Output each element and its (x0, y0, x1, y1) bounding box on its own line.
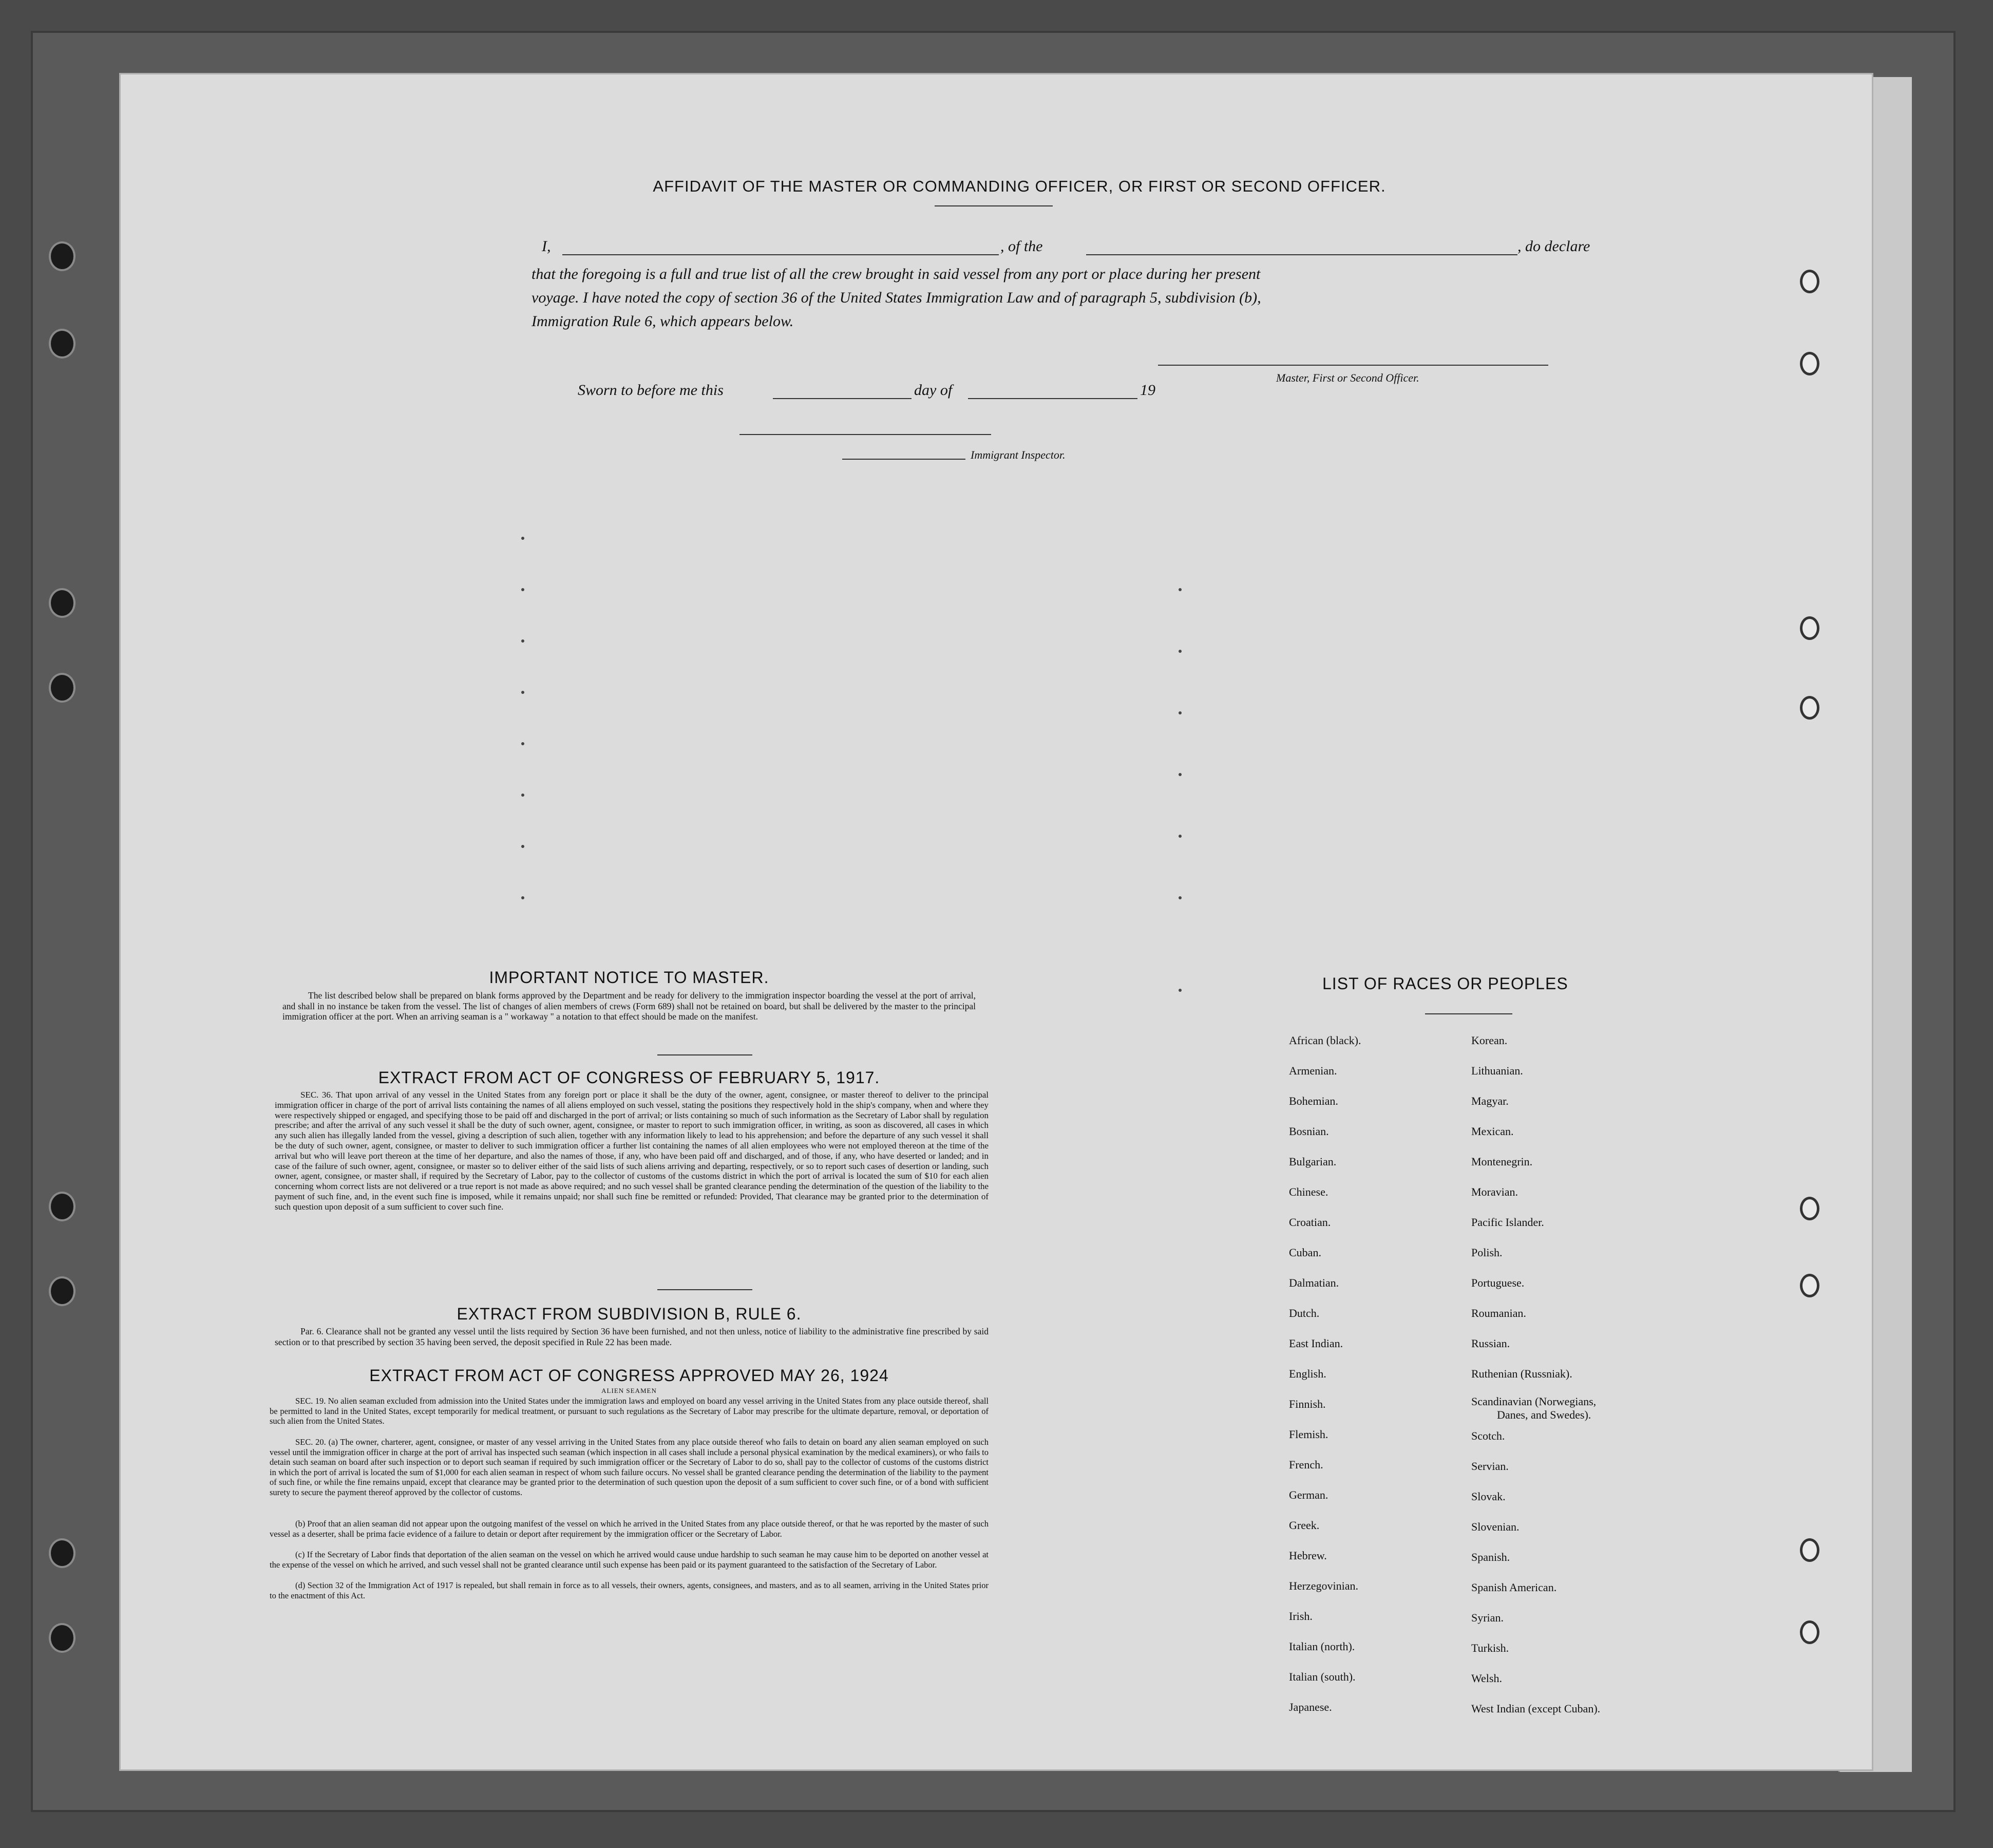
race-right: Russian. (1471, 1337, 1510, 1350)
inspector-signature-line[interactable] (739, 434, 991, 435)
form-mark (1179, 773, 1182, 776)
declaration-line-4: Immigration Rule 6, which appears below. (532, 313, 794, 330)
race-right: Portuguese. (1471, 1276, 1525, 1289)
declaration-end: , do declare (1517, 238, 1590, 255)
binding-ring (1800, 352, 1819, 375)
alien-seamen-subtitle: ALIEN SEAMEN (601, 1387, 657, 1394)
punch-hole (49, 1538, 75, 1568)
race-left: Dutch. (1289, 1307, 1320, 1319)
form-mark (1179, 588, 1182, 591)
notice-title: IMPORTANT NOTICE TO MASTER. (489, 968, 769, 987)
form-mark (1179, 896, 1182, 899)
race-right: Slovenian. (1471, 1520, 1520, 1533)
sworn-day-label: day of (914, 382, 953, 399)
race-right: West Indian (except Cuban). (1471, 1702, 1601, 1715)
race-right: Slovak. (1471, 1490, 1506, 1503)
race-left: Chinese. (1289, 1185, 1328, 1198)
race-right: Pacific Islander. (1471, 1216, 1544, 1229)
sworn-prefix: Sworn to before me this (578, 382, 724, 399)
race-left: Bosnian. (1289, 1125, 1329, 1138)
race-left: Italian (north). (1289, 1640, 1355, 1653)
form-mark (521, 794, 524, 797)
punch-hole (49, 241, 75, 271)
race-left: Greek. (1289, 1519, 1320, 1532)
extract-1924-sec20b: (b) Proof that an alien seaman did not appear upon the outgoing manifest of the vessel on which he arrived in the United States from any place outside thereof, or that he was reported by the master of such vessel as a deserter, shall be prima facie evidence of a failure to detain or deport after requirement by the immigration officer or the Secretary of Labor. (270, 1519, 989, 1539)
binding-ring (1800, 616, 1819, 640)
race-right-continuation: Danes, and Swedes). (1497, 1408, 1591, 1421)
binding-ring (1800, 696, 1819, 720)
race-left: English. (1289, 1367, 1326, 1380)
divider (657, 1054, 752, 1055)
rule-6-text: Par. 6. Clearance shall not be granted any vessel until the lists required by Section 36 have been furnished, and not then unless, notice of liability to the administrative fine prescribed by said section or to that prescribed by section 35 having been served, the deposit specified in Rule 22 has been made. (275, 1326, 989, 1347)
declaration-prefix: I, (542, 238, 551, 255)
race-right: Moravian. (1471, 1185, 1519, 1198)
sworn-month-line[interactable] (968, 398, 1137, 399)
race-left: Italian (south). (1289, 1670, 1356, 1683)
race-right: Turkish. (1471, 1642, 1509, 1654)
race-left: African (black). (1289, 1034, 1361, 1047)
form-mark (1179, 989, 1182, 992)
binding-ring (1800, 1620, 1819, 1644)
race-right: Mexican. (1471, 1125, 1514, 1138)
form-mark (1179, 835, 1182, 838)
document-page (121, 74, 1872, 1769)
extract-1924-sec19: SEC. 19. No alien seaman excluded from admission into the United States under the immigration laws and employed on board any vessel arriving in the United States from any place outside thereof, shall be permitted to land in the United States, except temporarily for medical treatment, or pursuant to such regulations as the Secretary of Labor may prescribe for the ultimate departure, removal, or deportation of such alien from the United States. (270, 1396, 989, 1426)
form-mark (1179, 711, 1182, 714)
race-left: Bulgarian. (1289, 1155, 1337, 1168)
race-right: Spanish. (1471, 1551, 1510, 1563)
race-right: Scotch. (1471, 1429, 1505, 1442)
inspector-title-line (842, 459, 965, 460)
race-right: Ruthenian (Russniak). (1471, 1367, 1572, 1380)
punch-hole (49, 1192, 75, 1221)
divider (657, 1289, 752, 1290)
race-right: Spanish American. (1471, 1581, 1557, 1594)
race-right: Servian. (1471, 1460, 1509, 1473)
master-signature-label: Master, First or Second Officer. (1276, 371, 1419, 384)
race-left: Armenian. (1289, 1064, 1337, 1077)
binding-ring (1800, 1274, 1819, 1297)
race-left: Croatian. (1289, 1216, 1331, 1229)
race-right: Syrian. (1471, 1611, 1504, 1624)
master-signature-line[interactable] (1158, 365, 1548, 366)
race-left: Herzegovinian. (1289, 1579, 1358, 1592)
form-mark (521, 742, 524, 745)
race-right: Welsh. (1471, 1672, 1502, 1685)
name-field-line[interactable] (562, 254, 999, 255)
race-left: Finnish. (1289, 1398, 1326, 1410)
race-left: Cuban. (1289, 1246, 1321, 1259)
races-title: LIST OF RACES OR PEOPLES (1322, 974, 1568, 993)
race-right: Lithuanian. (1471, 1064, 1523, 1077)
declaration-line-3: voyage. I have noted the copy of section 36 of the United States Immigration Law and of paragraph 5, subdivision (b), (532, 289, 1261, 306)
divider (1425, 1013, 1512, 1014)
extract-1924-sec20d: (d) Section 32 of the Immigration Act of 1917 is repealed, but shall remain in force as to all vessels, their owners, agents, consignees, and masters, and as to all seamen, arriving in the United States prior to the enactment of this Act. (270, 1580, 989, 1600)
declaration-line-2: that the foregoing is a full and true list of all the crew brought in said vessel from any port or place during her present (532, 266, 1261, 282)
race-left: Irish. (1289, 1610, 1313, 1623)
rule-6-title: EXTRACT FROM SUBDIVISION B, RULE 6. (457, 1305, 802, 1323)
race-right: Roumanian. (1471, 1307, 1526, 1319)
punch-hole (49, 588, 75, 618)
race-left: East Indian. (1289, 1337, 1343, 1350)
race-right: Magyar. (1471, 1095, 1509, 1107)
extract-1917-title: EXTRACT FROM ACT OF CONGRESS OF FEBRUARY 5, 1917. (378, 1068, 880, 1087)
race-right: Korean. (1471, 1034, 1508, 1047)
form-mark (521, 691, 524, 694)
declaration-of-the: , of the (1000, 238, 1043, 255)
affidavit-title: AFFIDAVIT OF THE MASTER OR COMMANDING OFFICER, OR FIRST OR SECOND OFFICER. (653, 177, 1386, 195)
form-mark (521, 639, 524, 643)
punch-hole (49, 1276, 75, 1306)
race-left: Flemish. (1289, 1428, 1328, 1441)
vessel-field-line[interactable] (1086, 254, 1517, 255)
race-left: Dalmatian. (1289, 1276, 1339, 1289)
form-mark (521, 588, 524, 591)
extract-1924-sec20a: SEC. 20. (a) The owner, charterer, agent, consignee, or master of any vessel arriving in the United States from any place outside thereof who fails to detain on board any alien seaman employed on such vessel until the immigration officer in charge at the port of arrival has inspected such seaman (which inspection in all cases shall include a personal physical examination by the medical examiners), or who fails to detain such seaman on board after such inspection or to deport such seaman if required by such immigration officer or the Secretary of Labor to do so, shall pay to the collector of customs of the customs district in which the port of arrival is located the sum of $1,000 for each alien seaman in respect of whom such failure occurs. No vessel shall be granted clearance pending the determination of the liability to the payment of such fine, or while the fine remains unpaid, except that clearance may be granted prior to the determination of such question upon the deposit of a sum sufficient to cover such fine, or of a bond with sufficient surety to secure the payment thereof approved by the collector of customs. (270, 1437, 989, 1497)
extract-1924-sec20c: (c) If the Secretary of Labor finds that deportation of the alien seaman on the vessel on which he arrived would cause undue hardship to such seaman he may cause him to be deported on another vessel at the expense of the vessel on which he arrived, and such vessel shall not be granted clearance until such expense has been paid or its payment guaranteed to the satisfaction of the Secretary of Labor. (270, 1550, 989, 1570)
race-left: German. (1289, 1488, 1328, 1501)
punch-hole (49, 1623, 75, 1653)
binding-ring (1800, 1197, 1819, 1220)
divider (935, 205, 1053, 206)
sworn-year: 19 (1140, 382, 1155, 399)
sworn-day-line[interactable] (773, 398, 912, 399)
race-right: Scandinavian (Norwegians, (1471, 1395, 1597, 1408)
race-left: Hebrew. (1289, 1549, 1327, 1562)
extract-1917-text: SEC. 36. That upon arrival of any vessel in the United States from any foreign port or place it shall be the duty of the owner, agent, consignee, or master thereof to deliver to the principal immigration officer in charge of the port of arrival lists containing the names of all aliens employed on such vessel, stating the positions they respectively hold in the ship's company, when and where they were respectively shipped or engaged, and specifying those to be paid off and discharged in the port of arrival; or lists containing so much of such information as the Secretary of Labor shall by regulation prescribe; and after the arrival of any such vessel it shall be the duty of such owner, agent, consignee, or master to report to such immigration officer, in writing, as soon as discovered, all cases in which any such alien has illegally landed from the vessel, giving a description of such alien, together with any information likely to lead to his apprehension; and before the departure of any such vessel it shall be the duty of such owner, agent, consignee, or master to deliver to such immigration officer a further list containing the names of all alien employees who were not employed thereon at the time of the arrival but who will leave port thereon at the time of her departure, and also the names of those, if any, who have been paid off and discharged, and of those, if any, who have deserted or landed; and in case of the failure of such owner, agent, consignee, or master so to deliver either of the said lists of such aliens arriving and departing, respectively, or so to report such cases of desertion or landing, such owner, agent, consignee, or master shall, if required by the Secretary of Labor, pay to the collector of customs of the customs district in which the port of arrival is located the sum of $10 for each alien concerning whom correct lists are not delivered or a true report is not made as above required; and no such vessel shall be granted clearance pending the determination of the question of the liability to the payment of such fine, and, in the event such fine is imposed, while it remains unpaid; nor shall such fine be remitted or refunded: Provided, That clearance may be granted prior to the determination of such question upon deposit of a sum sufficient to cover such fine. (275, 1090, 989, 1212)
inspector-label: Immigrant Inspector. (971, 448, 1066, 461)
race-right: Polish. (1471, 1246, 1503, 1259)
race-left: Bohemian. (1289, 1095, 1338, 1107)
form-mark (521, 845, 524, 848)
notice-text: The list described below shall be prepared on blank forms approved by the Department and be ready for delivery to the immigration inspector boarding the vessel at the port of arrival, and shall in no instance be taken from the vessel. The list of changes of alien members of crews (Form 689) shall not be retained on board, but shall be delivered by the master to the principal immigration officer at the port. When an arriving seaman is a " workaway " a notation to that effect should be made on the manifest. (282, 990, 976, 1022)
form-mark (521, 537, 524, 540)
punch-hole (49, 329, 75, 359)
punch-hole (49, 673, 75, 703)
form-mark (1179, 650, 1182, 653)
form-mark (521, 896, 524, 899)
extract-1924-title: EXTRACT FROM ACT OF CONGRESS APPROVED MAY 26, 1924 (369, 1366, 889, 1385)
binding-ring (1800, 270, 1819, 293)
binding-ring (1800, 1538, 1819, 1562)
race-left: French. (1289, 1458, 1323, 1471)
race-left: Japanese. (1289, 1701, 1332, 1713)
race-right: Montenegrin. (1471, 1155, 1533, 1168)
